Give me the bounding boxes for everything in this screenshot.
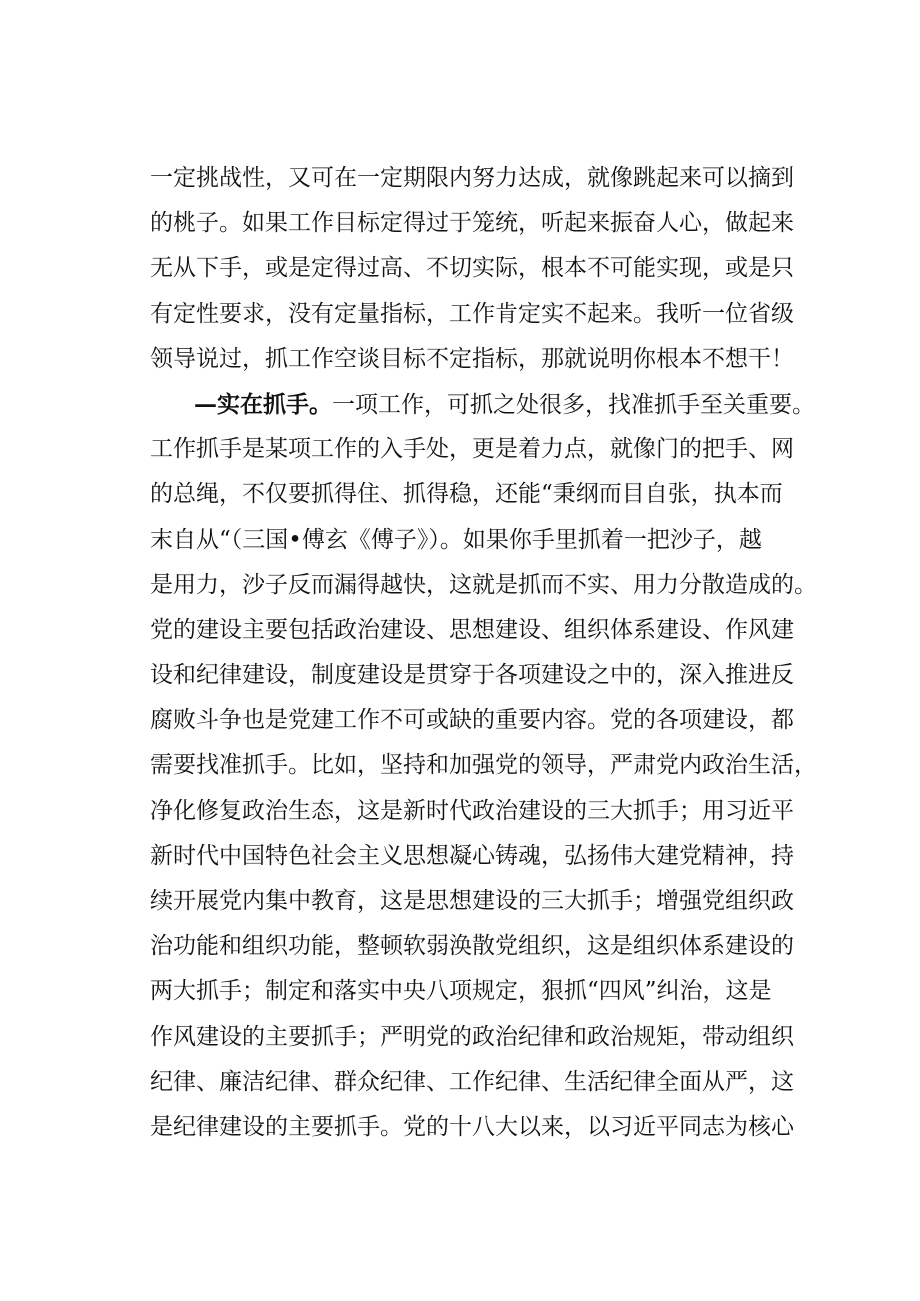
- text-line: 作风建设的主要抓手；严明党的政治纪律和政治规矩，带动组织: [150, 1023, 794, 1050]
- text-line: 是用力，沙子反而漏得越快，这就是抓而不实、用力分散造成的。: [150, 571, 817, 598]
- text-line: 净化修复政治生态，这是新时代政治建设的三大抓手；用习近平: [150, 797, 794, 824]
- text-line: 腐败斗争也是党建工作不可或缺的重要内容。党的各项建设，都: [150, 707, 794, 734]
- text-line: 工作抓手是某项工作的入手处，更是着力点，就像门的把手、网: [150, 436, 794, 463]
- section-first-line: [150, 382, 815, 427]
- text-line: 末自从“（三国•傅玄《傅子》）。如果你手里抓着一把沙子，越: [150, 526, 762, 553]
- section-lead-heading: —实在抓手。: [194, 390, 332, 418]
- text-line: 党的建设主要包括政治建设、思想建设、组织体系建设、作风建: [150, 616, 794, 643]
- text-line: 两大抓手；制定和落实中央八项规定，狠抓“四风”纠治，这是: [150, 978, 772, 1005]
- text-line: 纪律、廉洁纪律、群众纪律、工作纪律、生活纪律全面从严，这: [150, 1068, 794, 1095]
- text-line: 新时代中国特色社会主义思想凝心铸魂，弘扬伟大建党精神，持: [150, 842, 794, 869]
- text-line: 有定性要求，没有定量指标，工作肯定实不起来。我听一位省级: [150, 300, 794, 327]
- text-line: 设和纪律建设，制度建设是贯穿于各项建设之中的，深入推进反: [150, 662, 794, 689]
- text-line: 的桃子。如果工作目标定得过于笼统，听起来振奋人心，做起来: [150, 210, 794, 237]
- text-line: 无从下手，或是定得过高、不切实际，根本不可能实现，或是只: [150, 255, 794, 282]
- text-line: 是纪律建设的主要抓手。党的十八大以来，以习近平同志为核心: [150, 1113, 794, 1140]
- body-text: [150, 156, 817, 1150]
- text-line: 一定挑战性，又可在一定期限内努力达成，就像跳起来可以摘到: [150, 165, 794, 191]
- text-line: 需要找准抓手。比如，坚持和加强党的领导，严肃党内政治生活，: [150, 752, 817, 779]
- section-first-line-text: 一项工作，可抓之处很多，找准抓手至关重要。: [332, 391, 815, 418]
- text-line: 领导说过，抓工作空谈目标不定指标，那就说明你根本不想干！: [150, 345, 794, 372]
- text-line: 续开展党内集中教育，这是思想建设的三大抓手；增强党组织政: [150, 888, 794, 914]
- text-line: 治功能和组织功能，整顿软弱涣散党组织，这是组织体系建设的: [150, 933, 794, 960]
- text-line: 的总绳，不仅要抓得住、抓得稳，还能“秉纲而目自张，执本而: [150, 481, 783, 508]
